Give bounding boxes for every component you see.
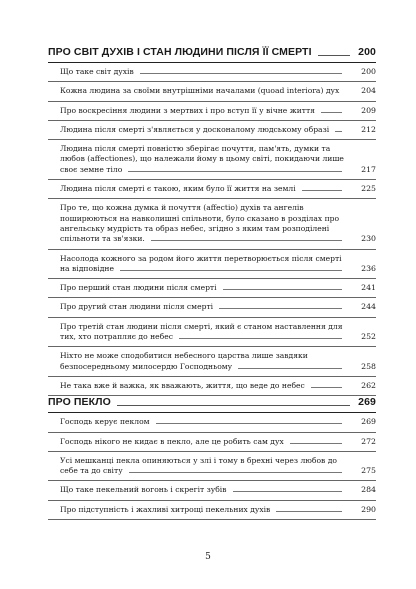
entry-page: 209	[361, 105, 376, 115]
toc-entry	[48, 481, 376, 499]
entry-title: Про третій стан людини після смерті, який є станом наставлення для тих, хто потрапляє до небес	[60, 321, 343, 342]
dot-leader	[156, 423, 342, 424]
entry-title: Людина після смерті з'являється у досконалому людському образі	[60, 124, 330, 134]
entry-title: Про перший стан людини після смерті	[60, 283, 217, 293]
entry-page: 200	[361, 67, 376, 76]
entry-page: 204	[361, 86, 376, 96]
dot-leader	[276, 511, 342, 512]
entry-title: Що таке пекельний вогонь і скрегіт зубів	[60, 485, 227, 495]
toc-entry	[48, 298, 376, 316]
dot-leader	[335, 131, 342, 132]
dot-leader	[219, 308, 342, 309]
entry-page: 269	[361, 417, 376, 427]
entry-title: Про підступність і жахливі хитрощі пекельних духів	[60, 504, 271, 514]
toc-entry	[48, 121, 376, 139]
entry-title: Господь нікого не кидає в пекло, але це робить сам дух	[60, 436, 284, 446]
entry-page: 244	[361, 302, 376, 312]
entry-page: 236	[361, 263, 376, 273]
toc-entry	[48, 318, 376, 347]
dot-leader	[223, 289, 342, 290]
entry-title: Про другий стан людини після смерті	[60, 302, 214, 312]
dot-leader	[290, 443, 342, 444]
entry-title: Кожна людина за своїми внутрішніми началами (quoad interiora) дух	[60, 86, 340, 96]
dot-leader	[117, 405, 350, 406]
dot-leader	[318, 55, 351, 56]
dot-leader	[120, 270, 342, 271]
dot-leader	[140, 73, 342, 74]
dot-leader	[151, 240, 342, 241]
entry-title: Людина після смерті є такою, яким було її життя на землі	[60, 184, 296, 194]
entry-title: Людина після смерті повністю зберігає почуття, пам'ять, думки та любов (affectiones), що належали йому в цьому світі, покидаючи лише своє земне тіло	[60, 144, 344, 174]
toc-entry	[48, 102, 376, 120]
entry-title: Про те, що кожна думка й почуття (affectio) духів та ангелів поширюються на навколишні спільноти, було сказано в розділах про ангельську мудрість та образ небес, згідно з яким там розподілені спільноти та зв'язки.	[60, 203, 340, 244]
entry-page: 262	[361, 380, 376, 390]
dot-leader	[321, 112, 342, 113]
toc-entry	[48, 501, 376, 519]
entry-page: 258	[361, 361, 376, 371]
toc-entry	[48, 377, 376, 395]
section-heading	[48, 396, 376, 412]
entry-title: Насолода кожного за родом його життя перетворюється після смерті на відповідне	[60, 253, 342, 273]
toc-entry	[48, 140, 376, 179]
toc-entry	[48, 347, 376, 376]
section-page: 269	[358, 396, 376, 409]
toc-entry	[48, 82, 376, 100]
section-title: ПРО СВІТ ДУХІВ І СТАН ЛЮДИНИ ПІСЛЯ ЇЇ СМЕРТІ	[48, 46, 312, 58]
entry-rule	[48, 519, 376, 520]
dot-leader	[311, 387, 342, 388]
dot-leader	[179, 338, 342, 339]
dot-leader	[238, 368, 342, 369]
toc-entry	[48, 452, 376, 481]
entry-title: Не така вже й важка, як вважають, життя, що веде до небес	[60, 380, 305, 390]
entry-page: 241	[361, 283, 376, 293]
entry-page: 275	[361, 466, 376, 476]
dot-leader	[129, 472, 342, 473]
entry-title: Ніхто не може сподобитися небесного царства лише завдяки безпосередньому милосердю Господньому	[60, 351, 308, 371]
toc-entry	[48, 199, 376, 248]
toc-entry	[48, 279, 376, 297]
toc-entry	[48, 180, 376, 198]
entry-page: 225	[361, 184, 376, 194]
section-page: 200	[358, 46, 376, 58]
toc-entry	[48, 433, 376, 451]
toc-entry	[48, 63, 376, 81]
dot-leader	[128, 171, 342, 172]
entry-title: Про воскресіння людини з мертвих і про вступ її у вічне життя	[60, 105, 315, 115]
section-heading	[48, 46, 376, 62]
entry-page: 252	[361, 332, 376, 342]
entry-title: Усі мешканці пекла опиняються у злі і тому в брехні через любов до себе та до світу	[60, 455, 337, 476]
entry-page: 290	[361, 504, 376, 514]
entry-title: Що таке світ духів	[60, 67, 134, 76]
entry-title: Господь керує пеклом	[60, 417, 150, 427]
entry-page: 212	[361, 124, 376, 134]
entry-page: 284	[361, 485, 376, 495]
entry-page: 272	[361, 436, 376, 446]
section-title: ПРО ПЕКЛО	[48, 396, 111, 409]
toc-entry	[48, 413, 376, 431]
toc-entry	[48, 250, 376, 279]
entry-page: 217	[361, 164, 376, 174]
dot-leader	[233, 491, 343, 492]
table-of-contents	[48, 46, 376, 520]
dot-leader	[302, 190, 342, 191]
entry-page: 230	[361, 234, 376, 244]
page-number: 5	[205, 552, 211, 562]
